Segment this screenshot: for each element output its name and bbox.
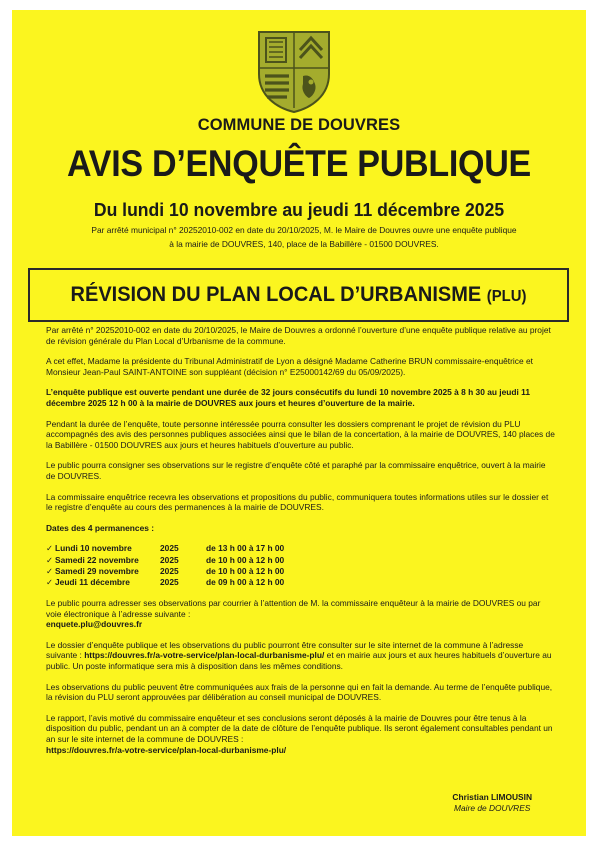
plu-site-link[interactable]: https://douvres.fr/a-votre-service/plan-local-durbanisme-plu/ xyxy=(84,650,325,661)
paragraph-registre: Le public pourra consigner ses observations sur le registre d’enquête côté et paraphé par la commissaire enquêtrice, ouvert à la mairie de DOUVRES. xyxy=(46,460,546,481)
permanences-list xyxy=(46,543,556,588)
mayor-name: Christian LIMOUSIN xyxy=(452,792,532,802)
paragraph-commissaire-role: La commissaire enquêtrice recevra les observations et propositions du public, communiquera toutes informations utiles sur le dossier et le registre d’enquête au cours des permanences à la mairie de DOUVRES. xyxy=(46,491,549,513)
permanence-day: Lundi 10 novembre xyxy=(55,543,132,554)
paragraph-commissaire: A cet effet, Madame la présidente du Tribunal Administratif de Lyon a désigné Madame Catherine BRUN commissaire-enquêtrice et Monsieur Jean-Paul SAINT-ANTOINE son suppléant (décision n° E25000142/69 du 05/09/2025). xyxy=(46,356,533,377)
notice-sheet xyxy=(12,10,586,836)
commune-crest-icon xyxy=(253,28,335,114)
arrete-line-2: à la mairie de DOUVRES, 140, place de la Babillère - 01500 DOUVRES. xyxy=(169,239,439,249)
notice-body xyxy=(46,325,556,765)
permanence-hours: de 10 h 00 à 12 h 00 xyxy=(206,565,285,576)
revision-title xyxy=(49,282,548,307)
check-icon: ✓ xyxy=(46,576,54,587)
check-icon: ✓ xyxy=(46,554,54,565)
paragraph-rapport xyxy=(46,713,556,755)
permanence-hours: de 09 h 00 à 12 h 00 xyxy=(206,576,285,587)
mayor-role: Maire de DOUVRES xyxy=(454,802,531,813)
check-icon: ✓ xyxy=(46,565,54,576)
revision-abbr: (PLU) xyxy=(486,288,527,305)
check-icon: ✓ xyxy=(46,543,54,554)
permanence-year: 2025 xyxy=(160,576,179,587)
arrete-summary xyxy=(42,223,566,251)
site-text-b: et en mairie aux jours et aux heures habituels d’ouverture au public. Un poste informatique sera mis à disposition dans les mêmes conditions. xyxy=(46,650,552,672)
paragraph-arrete: Par arrêté n° 20252010-002 en date du 20/10/2025, le Maire de Douvres a ordonné l’ouverture d’une enquête publique relative au projet de révision générale du Plan Local d’Urbanisme de la commune. xyxy=(46,325,551,346)
permanence-year: 2025 xyxy=(160,565,179,576)
paragraph-site xyxy=(46,640,556,672)
enquiry-dates: Du lundi 10 novembre au jeudi 11 décembre 2025 xyxy=(93,199,505,220)
paragraph-courrier xyxy=(46,598,556,630)
permanence-day: Jeudi 11 décembre xyxy=(55,576,130,587)
commune-name: COMMUNE DE DOUVRES xyxy=(197,116,401,134)
paragraph-duration: L’enquête publique est ouverte pendant une durée de 32 jours consécutifs du lundi 10 novembre 2025 à 8 h 30 au jeudi 11 décembre 2025 12 h 00 à la mairie de DOUVRES aux jours et heures d’ouverture de la mairie. xyxy=(46,387,531,408)
arrete-line-1: Par arrêté municipal n° 20252010-002 en date du 20/10/2025, M. le Maire de Douvres ouvre une enquête publique xyxy=(91,225,517,235)
email-link[interactable]: enquete.plu@douvres.fr xyxy=(46,619,143,630)
paragraph-consultation: Pendant la durée de l’enquête, toute personne intéressée pourra consulter les dossiers comprenant le projet de révision du PLU accompagnés des avis des personnes publiques associées ainsi que le bilan de la concertation, à la mairie de DOUVRES, 140 places de la Babillère - 01500 DOUVRES aux jours et heures habituels d’ouverture au public. xyxy=(46,418,555,450)
permanence-day: Samedi 22 novembre xyxy=(55,554,139,565)
rapport-site-link[interactable]: https://douvres.fr/a-votre-service/plan-local-durbanisme-plu/ xyxy=(46,744,287,755)
permanence-row xyxy=(46,543,556,554)
paragraph-approval: Les observations du public peuvent être communiquées aux frais de la personne qui en fait la demande. Au terme de l’enquête publique, la révision du PLU seront approuvées par délibération au conseil municipal de DOUVRES. xyxy=(46,681,553,703)
permanence-hours: de 13 h 00 à 17 h 00 xyxy=(206,543,285,554)
permanence-row xyxy=(46,577,556,588)
permanence-row xyxy=(46,566,556,577)
permanence-year: 2025 xyxy=(160,554,179,565)
site-text-a: Le dossier d’enquête publique et les observations du public pourront être consulter sur le site internet de la commune à l’adresse suivante : xyxy=(46,639,524,661)
signature-block xyxy=(452,792,532,813)
permanence-hours: de 10 h 00 à 12 h 00 xyxy=(206,554,285,565)
rapport-text: Le rapport, l’avis motivé du commissaire enquêteur et ses conclusions seront déposés à la mairie de Douvres pour être tenus à la disposition du public, pendant un an à compter de la date de clôture de l’enquête publique. Ils seront également consultables pendant un an sur le site internet de la commune de DOUVRES : xyxy=(46,712,553,744)
revision-box xyxy=(28,268,569,322)
permanence-row xyxy=(46,555,556,566)
courrier-text: Le public pourra adresser ses observations par courrier à l’attention de M. la commissaire enquêteur à la mairie de DOUVRES ou par voie électronique à l’adresse suivante : xyxy=(46,598,541,619)
revision-title-text: RÉVISION DU PLAN LOCAL D’URBANISME xyxy=(70,282,482,306)
permanence-day: Samedi 29 novembre xyxy=(55,565,139,576)
permanences-title: Dates des 4 permanences : xyxy=(46,522,154,533)
permanence-year: 2025 xyxy=(160,543,179,554)
notice-title: AVIS D’ENQUÊTE PUBLIQUE xyxy=(67,143,531,184)
